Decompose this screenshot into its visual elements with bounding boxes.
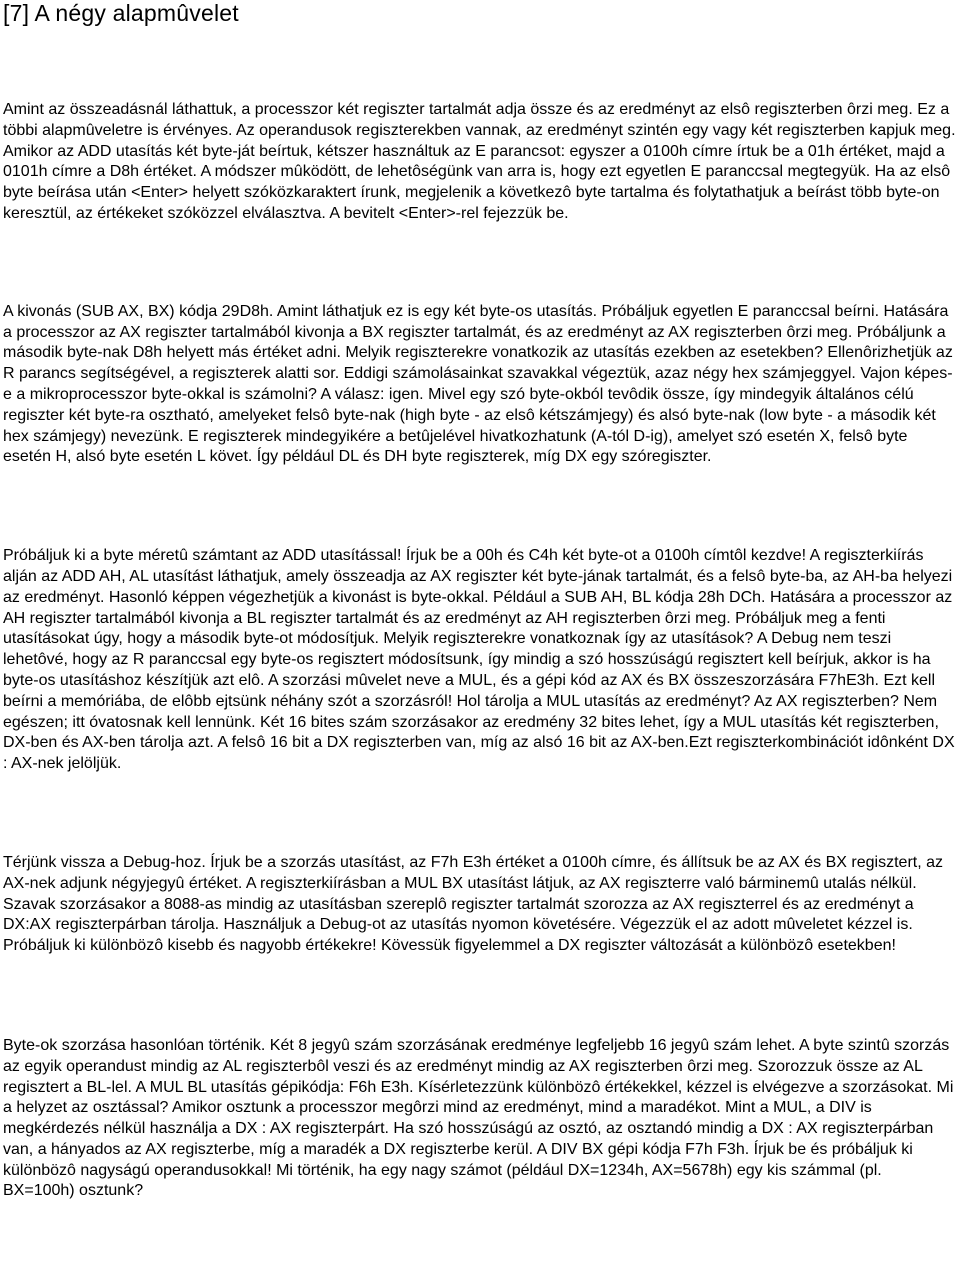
page-title: [7] A négy alapmûvelet xyxy=(3,0,239,26)
paragraph-byte-arithmetic: Próbáljuk ki a byte méretû számtant az ADD utasítással! Írjuk be a 00h és C4h két byte-ot a 0100h címtôl kezdve! A regiszterkiírás alján az ADD AH, AL utasítást láthatjuk, amely összeadja az AX regiszter két byte-jának tartalmát, és a felsô byte-ba, az AH-ba helyezi az eredményt. Hasonló képpen végezhetjük a kivonást is byte-okkal. Például a SUB AH, BL kódja 28h DCh. Hatására a processzor az AH regiszter tartalmából kivonja a BL regiszter tartalmát és az eredményt az AH regiszterben ôrzi meg. Próbáljuk meg a fenti utasításokat úgy, hogy a második byte-ot módosítjuk. Melyik regiszterekre vonatkoznak így az utasítások? A Debug nem teszi lehetôvé, hogy az R paranccsal egy byte-os regisztert módosítsunk, így mindig a szó hosszúságú regisztert kell beírjuk, akkor is ha byte-os utasításhoz készítjük azt elô. A szorzási mûvelet neve a MUL, és a gépi kód az AX és BX összeszorzására F7hE3h. Ezt kell beírni a memóriába, de elôbb ejtsünk néhány szót a szorzásról! Hol tárolja a MUL utasítás az eredményt? Az AX regiszterben? Nem egészen; itt óvatosnak kell lennünk. Két 16 bites szám szorzásakor az eredmény 32 bites lehet, így a MUL utasítás két regiszterben, DX-ben és AX-ben tárolja azt. A felsô 16 bit a DX regiszterben van, míg az alsó 16 bit az AX-ben.Ezt regiszterkombinációt idônként DX : AX-nek jelöljük. xyxy=(3,547,955,773)
paragraph-byte-multiplication-division: Byte-ok szorzása hasonlóan történik. Két 8 jegyû szám szorzásának eredménye legfeljebb 16 jegyû szám lehet. A byte szintû szorzás az egyik operandust mindig az AL regiszterbôl veszi és az eredményt mindig az AX regiszterben ôrzi meg. Szorozzuk össze az AL regisztert a BL-lel. A MUL BL utasítás gépikódja: F6h E3h. Kísérletezzünk különbözô értékekkel, kézzel is elvégezve a szorzásokat. Mi a helyzet az osztással? Amikor osztunk a processzor megôrzi mind az eredményt, mind a maradékot. Mint a MUL, a DIV is megkérdezés nélkül használja a DX : AX regiszterpárt. Ha szó hosszúságú az osztó, az osztandó mindig a DX : AX regiszterpárban van, a hányados az AX regiszterbe, míg a maradék a DX regiszterbe kerül. A DIV BX gépi kódja F7h F3h. Írjuk be és próbáljuk ki különbözô nagyságú operandusokkal! Mi történik, ha egy nagy számot (például DX=1234h, AX=5678h) egy kis számmal (pl. BX=100h) osztunk? xyxy=(3,1036,954,1200)
paragraph-subtraction: A kivonás (SUB AX, BX) kódja 29D8h. Amint láthatjuk ez is egy két byte-os utasítás. Próbáljuk egyetlen E paranccsal beírni. Hatására a processzor az AX regiszter tartalmából kivonja a BX regiszter tartalmát, és az eredményt az AX regiszterben ôrzi meg. Próbáljunk a második byte-nak D8h helyett más értéket adni. Melyik regiszterekre vonatkozik az utasítás ezekben az esetekben? Ellenôrizhetjük az R parancs segítségével, a regiszterek alatti sor. Eddigi számolásainkat szavakkal végeztük, azaz négy hex számjeggyel. Vajon képes-e a mikroprocesszor byte-okkal is számolni? A válasz: igen. Mivel egy szó byte-okból tevôdik össze, így mindegyik általános célú regiszter két byte-ra osztható, amelyeket felsô byte-nak (high byte - az elsô kétszámjegy) és alsó byte-nak (low byte - a második két hex számjegy) nevezünk. E regiszterek mindegyikére a betûjelével hivatkozhatunk (A-tól D-ig), amelyet szó esetén X, felsô byte esetén H, alsó byte esetén L követ. Így például DL és DH byte regiszterek, míg DX egy szóregiszter. xyxy=(3,302,953,466)
paragraph-addition-intro: Amint az összeadásnál láthattuk, a processzor két regiszter tartalmát adja össze és az eredményt az elsô regiszterben ôrzi meg. Ez a többi alapmûveletre is érvényes. Az operandusok regiszterekben vannak, az eredményt szintén egy vagy két regiszterben kapjuk meg. Amikor az ADD utasítás két byte-ját beírtuk, kétszer használtuk az E parancsot: egyszer a 0100h címre írtuk be a 01h értéket, majd a 0101h címre a D8h értéket. A módszer mûködött, de lehetôségünk van arra is, hogy ezt egyetlen E paranccsal megtegyük. Ha az elsô byte beírása után <Enter> helyett szóközkaraktert írunk, megjelenik a következô byte tartalma és folytathatjuk a beírást több byte-on keresztül, az értékeket szóközzel elválasztva. A bevitelt <Enter>-rel fejezzük be. xyxy=(3,101,956,222)
paragraph-multiplication: Térjünk vissza a Debug-hoz. Írjuk be a szorzás utasítást, az F7h E3h értéket a 0100h címre, és állítsuk be az AX és BX regisztert, az AX-nek adjunk négyjegyû értéket. A regiszterkiírásban a MUL BX utasítást látjuk, az AX regiszterre való bárminemû utalás nélkül. Szavak szorzásakor a 8088-as mindig az utasításban szereplô regiszter tartalmát szorozza az AX regiszterrel és az eredményt a DX:AX regiszterpárban tárolja. Használjuk a Debug-ot az utasítás nyomon követésére. Végezzük el az adott mûveletet kézzel is. Próbáljuk ki különbözô kisebb és nagyobb értékekre! Kövessük figyelemmel a DX regiszter változását a különbözô esetekben! xyxy=(3,853,943,955)
